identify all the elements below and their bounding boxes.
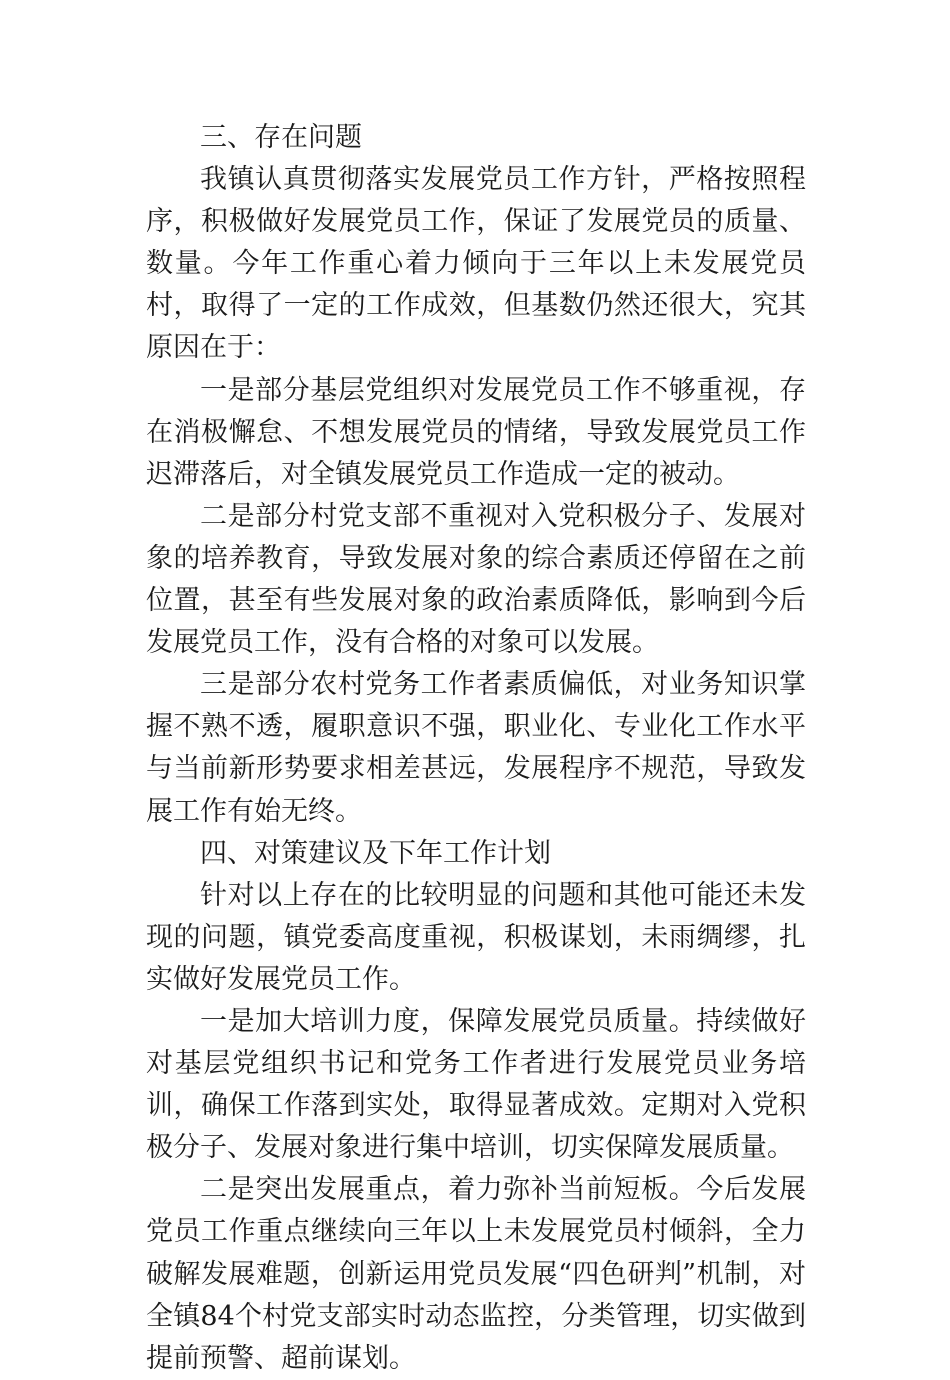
paragraph-problem-2: 二是部分村党支部不重视对入党积极分子、发展对象的培养教育，导致发展对象的综合素质还停留在之前位置，甚至有些发展对象的政治素质降低，影响到今后发展党员工作，没有合格的对象可以发展。 (146, 500, 806, 659)
section-heading-plan: 四、对策建议及下年工作计划 (200, 837, 551, 869)
paragraph-plan-2: 二是突出发展重点，着力弥补当前短板。今后发展党员工作重点继续向三年以上未发展党员村倾斜，全力破解发展难题，创新运用党员发展“四色研判”机制，对全镇84个村党支部实时动态监控，分类管理，切实做到提前预警、超前谋划。 (146, 1174, 806, 1374)
paragraph-plan-1: 一是加大培训力度，保障发展党员质量。持续做好对基层党组织书记和党务工作者进行发展党员业务培训，确保工作落到实处，取得显著成效。定期对入党积极分子、发展对象进行集中培训，切实保障发展质量。 (146, 1005, 806, 1164)
paragraph-problems-intro: 我镇认真贯彻落实发展党员工作方针，严格按照程序，积极做好发展党员工作，保证了发展党员的质量、数量。今年工作重心着力倾向于三年以上未发展党员村，取得了一定的工作成效，但基数仍然还很大，究其原因在于： (146, 164, 806, 364)
section-heading-problems: 三、存在问题 (200, 122, 362, 153)
paragraph-problem-1: 一是部分基层党组织对发展党员工作不够重视，存在消极懈怠、不想发展党员的情绪，导致发展党员工作迟滞落后，对全镇发展党员工作造成一定的被动。 (146, 374, 806, 490)
paragraph-problem-3: 三是部分农村党务工作者素质偏低，对业务知识掌握不熟不透，履职意识不强，职业化、专业化工作水平与当前新形势要求相差甚远，发展程序不规范，导致发展工作有始无终。 (146, 669, 806, 827)
document-body (146, 117, 806, 1380)
paragraph-plan-intro: 针对以上存在的比较明显的问题和其他可能还未发现的问题，镇党委高度重视，积极谋划，未雨绸缪，扎实做好发展党员工作。 (146, 879, 806, 995)
